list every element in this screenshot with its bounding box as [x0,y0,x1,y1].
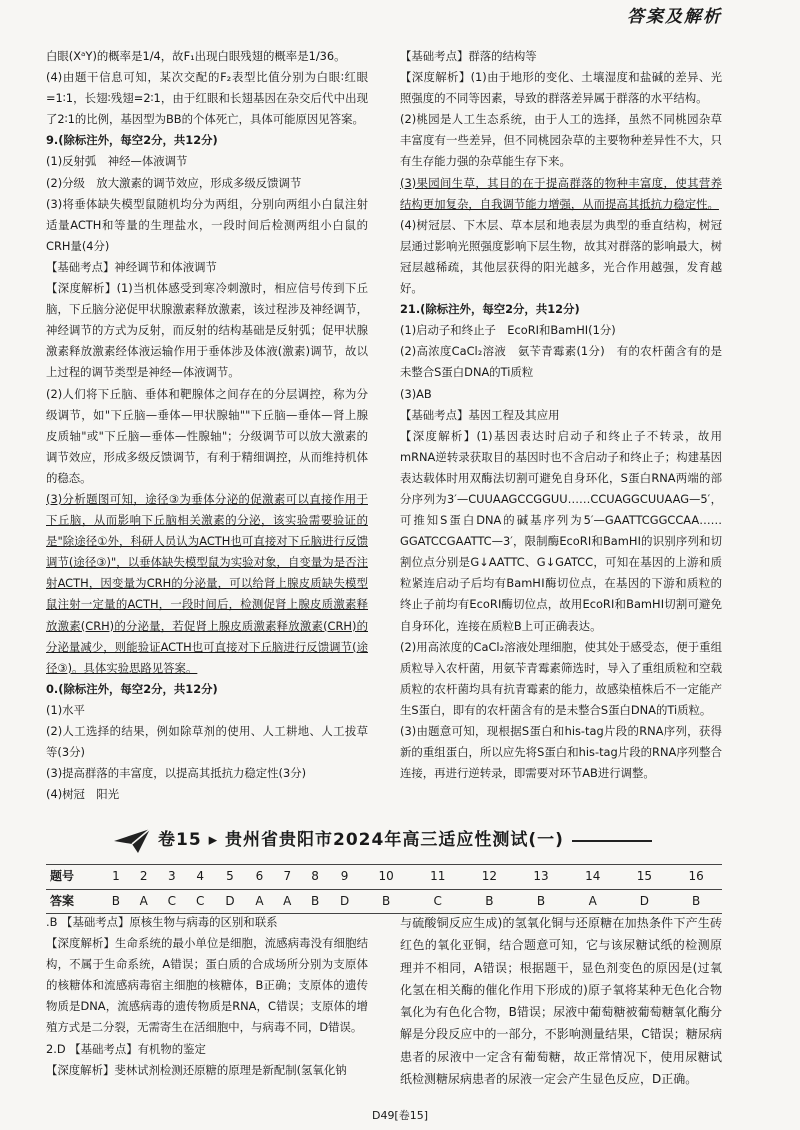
analysis-paragraph: (3)由题意可知，现根据S蛋白和his-tag片段的RNA序列，获得新的重组蛋白，所以应先将S蛋白和his-tag片段的RNA序列整合连接，再进行逆转录，即需要对环节AB进行调整。 [400,724,722,781]
answer-line: (3)AB [400,386,432,401]
analysis-paragraph: (4)树冠层、下木层、草本层和地表层为典型的垂直结构，树冠层通过影响光照强度影响下层生物，故其对群落的影响最大，树冠层越稀疏，其他层获得的阳光越多，光合作用越强，发育越好。 [400,217,722,296]
banner-divider [572,840,652,842]
basic-topic: .B 【基础考点】原核生物与病毒的区别和联系 [46,915,278,929]
answer-line: (3)将垂体缺失模型鼠随机均分为两组，分别向两组小白鼠注射适量ACTH和等量的生理盐水，一段时间后检测两组小白鼠的CRH量(4分) [46,196,368,253]
analysis-paragraph: 【深度解析】生命系统的最小单位是细胞，流感病毒没有细胞结构，不属于生命系统，A错误；蛋白质的合成场所分别为支原体的核糖体和流感病毒宿主细胞的核糖体，B正确；支原体的遗传物质是DNA，流感病毒的遗传物质是RNA，C错误；支原体的增殖方式是二分裂，无需寄生在活细胞中，与病毒不同，D错误。 [46,936,368,1035]
answer-cell: B [102,889,130,914]
answer-line: (1)反射弧 神经—体液调节 [46,154,188,169]
paper-plane-icon [112,827,152,855]
question-number: 14 [567,865,619,890]
answer-cell: A [130,889,158,914]
question-number: 7 [273,865,301,890]
question-number: 10 [360,865,412,890]
left-column [46,46,368,805]
analysis-paragraph: (3)果园间生草，其目的在于提高群落的物种丰富度，使其营养结构更加复杂，自我调节能力增强，从而提高其抵抗力稳定性。 [400,175,722,211]
exam-banner [112,826,652,856]
answer-line: (1)启动子和终止子 EcoRⅠ和BamHⅠ(1分) [400,323,616,338]
question-number: 15 [619,865,671,890]
analysis-paragraph: (2)桃园是人工生态系统，由于人工的选择，虽然不同桃园杂草丰富度有一些差异，但不同桃园杂草的主要物种差异性不大，只有生存能力强的杂草能生存下来。 [400,112,722,169]
answer-line: (2)高浓度CaCl₂溶液 氨苄青霉素(1分) 有的农杆菌含有的是未整合S蛋白DNA的Ti质粒 [400,344,722,380]
answer-line: (4)树冠 阳光 [46,787,120,802]
question-number: 8 [301,865,329,890]
question-number: 5 [214,865,245,890]
exam-title: 卷15 ▸ 贵州省贵阳市2024年高三适应性测试(一) [158,830,564,851]
question-number: 1 [102,865,130,890]
basic-topic: 2.D 【基础考点】有机物的鉴定 [46,1041,206,1056]
question-number: 4 [186,865,214,890]
answer-line: (3)提高群落的丰富度，以提高其抵抗力稳定性(3分) [46,766,307,781]
page-header-title: 答案及解析 [627,7,722,27]
answer-line: (2)分级 放大激素的调节效应，形成多级反馈调节 [46,175,302,190]
analysis-paragraph: (2)用高浓度的CaCl₂溶液处理细胞，使其处于感受态，便于重组质粒导入农杆菌，用氨苄青霉素筛选时，导入了重组质粒和空载质粒的农杆菌均具有抗青霉素的能力，故感染植株后不一定能产生S蛋白，即有的农杆菌含有的是未整合S蛋白DNA的Ti质粒。 [400,639,722,717]
answer-cell: A [273,889,301,914]
answer-cell: B [464,889,516,914]
analysis-paragraph: (2)人们将下丘脑、垂体和靶腺体之间存在的分层调控，称为分级调节，如"下丘脑—垂体—甲状腺轴""下丘脑—垂体—肾上腺皮质轴"或"下丘脑—垂体—性腺轴"；分级调节可以放大激素的调节效应，形成多级反馈调节，有利于精细调控，从而维持机体的稳态。 [46,386,368,485]
question-number: 2 [130,865,158,890]
basic-topic: 【基础考点】群落的结构等 [400,49,537,63]
answer-table [46,864,722,914]
answer-cell: A [246,889,274,914]
question-number: 6 [246,865,274,890]
analysis-paragraph: 【深度解析】(1)基因表达时启动子和终止子不转录，故用mRNA逆转录获取目的基因时也不含启动子和终止子；构建基因表达载体时用双酶法切割可避免自身环化，S蛋白RNA两端的部分序列为3′—CUUAAGCCGGUU……CCUAGGCUUAAG—5′，可推知S蛋白DNA的碱基序列为5′—GAATTCGGCCAA……GGATCCGAATTC—3′，限制酶EcoRⅠ和BamHⅠ的识别序列和切割位点分别是G↓AATTC、G↓GATCC，可知在基因的上游和质粒紧连启动子后均有BamHⅠ酶切位点，在基因的下游和质粒的终止子前均有EcoRⅠ酶切位点，故用EcoRⅠ和BamHⅠ切割可避免自身环化，连接在质粒B上可正确表达。 [400,428,722,633]
question-heading: 0.(除标注外，每空2分，共12分) [46,681,218,696]
question-heading: 21.(除标注外，每空2分，共12分) [400,302,580,317]
answer-cell: B [301,889,329,914]
row-label: 题号 [46,865,102,890]
answer-row [46,889,722,914]
question-number-row [46,865,722,890]
answer-cell: A [567,889,619,914]
question-number: 12 [464,865,516,890]
basic-topic: 【基础考点】神经调节和体液调节 [46,259,217,274]
text-line: (4)由题干信息可知，某次交配的F₂表型比值分别为白眼∶红眼=1∶1，长翅∶残翅=2∶1，由于红眼和长翅基因在杂交后代中出现了2∶1的比例，基因型为BB的个体死亡，具体可能原因见答案。 [46,70,368,127]
question-heading: 9.(除标注外，每空2分，共12分) [46,133,218,148]
page-footer: D49[卷15] [371,1109,429,1122]
row-label: 答案 [46,889,102,914]
analysis-paragraph: 【深度解析】(1)当机体感受到寒冷刺激时，相应信号传到下丘脑，下丘脑分泌促甲状腺激素释放激素，该过程涉及神经调节，神经调节的方式为反射，而反射的结构基础是反射弧；促甲状腺激素释放激素经体液运输作用于垂体涉及体液(激素)调节，故以上过程的调节类型是神经—体液调节。 [46,281,368,380]
analysis-paragraph: 【深度解析】(1)由于地形的变化、土壤湿度和盐碱的差异、光照强度的不同等因素，导致的群落差异属于群落的水平结构。 [400,70,722,106]
analysis-paragraph: 与硫酸铜反应生成)的氢氧化铜与还原糖在加热条件下产生砖红色的氧化亚铜，结合题意可知，它与该尿糖试纸的检测原理并不相同，A错误；根据题干，显色剂变色的原因是(过氧化氢在相关酶的催化作用下形成的)原子氧将某种无色化合物氧化为有色化合物，B错误；尿液中葡萄糖被葡萄糖氧化酶分解是分段反应中的一部分，不影响测量结果，C错误；糖尿病患者的尿液中一定含有葡萄糖，故正常情况下，使用尿糖试纸检测糖尿病患者的尿液一定会产生显色反应，D正确。 [400,916,722,1087]
answer-cell: B [670,889,722,914]
analysis-paragraph: (3)分析题图可知，途径③为垂体分泌的促激素可以直接作用于下丘脑，从而影响下丘脑相关激素的分泌，该实验需要验证的是"除途径①外，科研人员认为ACTH也可直接对下丘脑进行反馈调节(途径③)"，以垂体缺失模型鼠为实验对象，自变量为是否注射ACTH，因变量为CRH的分泌量，可以给肾上腺皮质缺失模型鼠注射一定量的ACTH，一段时间后，检测促肾上腺皮质激素释放激素(CRH)的分泌量，若促肾上腺皮质激素释放激素(CRH)的分泌量减少，则能验证ACTH也可直接对下丘脑进行反馈调节(途径③)。具体实验思路见答案。 [46,491,368,675]
question-number: 16 [670,865,722,890]
answer-line: (2)人工选择的结果，例如除草剂的使用、人工耕地、人工拔草等(3分) [46,724,368,760]
basic-topic: 【基础考点】基因工程及其应用 [400,407,560,422]
answer-cell: C [412,889,464,914]
question-number: 11 [412,865,464,890]
answer-cell: D [214,889,245,914]
answer-cell: C [158,889,186,914]
bottom-left-column [46,912,368,1081]
question-number: 9 [329,865,360,890]
question-number: 3 [158,865,186,890]
answer-cell: D [329,889,360,914]
question-number: 13 [515,865,567,890]
answer-cell: D [619,889,671,914]
answer-line: (1)水平 [46,702,85,717]
right-column [400,46,722,784]
bottom-right-column [400,912,722,1090]
answer-cell: B [360,889,412,914]
analysis-paragraph: 【深度解析】斐林试剂检测还原糖的原理是新配制(氢氧化钠 [46,1062,347,1077]
answer-cell: C [186,889,214,914]
text-line: 白眼(XᵃY)的概率是1/4，故F₁出现白眼残翅的概率是1/36。 [46,49,346,63]
answer-cell: B [515,889,567,914]
